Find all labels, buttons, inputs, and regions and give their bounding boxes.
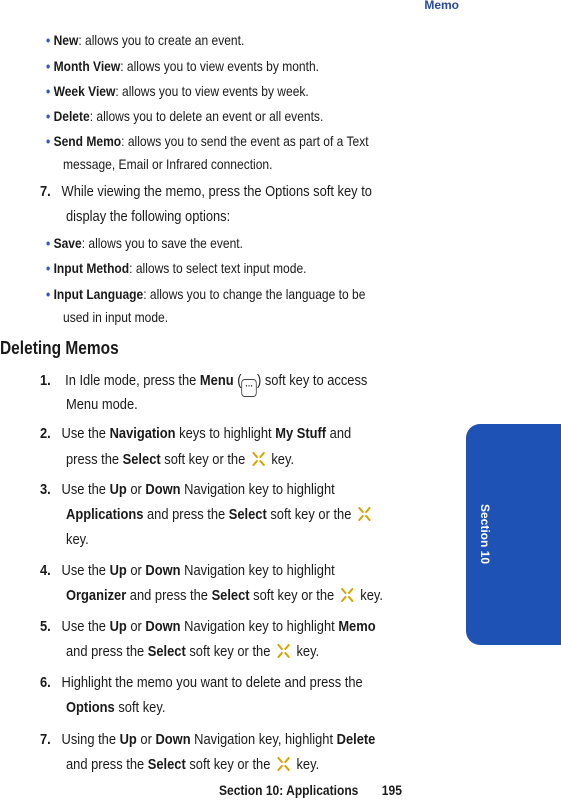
step-keyword: Down bbox=[145, 562, 181, 579]
step-keyword: My Stuff bbox=[275, 425, 327, 442]
step-text: or bbox=[126, 562, 146, 579]
navigation-key-icon bbox=[340, 588, 354, 602]
step-text: and bbox=[326, 425, 352, 442]
step-number: 7. bbox=[40, 731, 51, 748]
menu-key-icon: ··· bbox=[241, 379, 256, 397]
step-keyword: Menu bbox=[199, 372, 234, 389]
step-keyword: Up bbox=[109, 481, 127, 498]
step-text: and press the bbox=[143, 506, 229, 523]
step-line-2 bbox=[66, 506, 374, 523]
section-tab-label: Section 10 bbox=[478, 504, 492, 565]
bullet-icon: • bbox=[46, 58, 51, 74]
step-line-2 bbox=[66, 587, 383, 604]
bullet-term: Send Memo bbox=[53, 133, 122, 149]
step-line-2 bbox=[66, 756, 319, 773]
step-text: key. bbox=[292, 756, 320, 773]
step-line bbox=[40, 372, 367, 397]
bullet-term: New bbox=[53, 32, 79, 48]
step-keyword: Down bbox=[155, 731, 191, 748]
navigation-key-icon bbox=[277, 644, 291, 658]
bullet-icon: • bbox=[46, 286, 51, 302]
footer-section: Section 10: Applications bbox=[219, 782, 359, 798]
navigation-key-icon bbox=[277, 757, 291, 771]
step-text: Use the bbox=[61, 618, 110, 635]
step-number: 2. bbox=[40, 425, 51, 442]
step-text: press the bbox=[66, 451, 123, 468]
step-line bbox=[40, 481, 335, 498]
step-text: keys to highlight bbox=[175, 425, 276, 442]
bullet-term: Save bbox=[53, 235, 82, 251]
bullet-item bbox=[46, 286, 365, 302]
step-text: or bbox=[136, 731, 156, 748]
page-footer bbox=[219, 782, 402, 798]
step-text: soft key or the bbox=[185, 756, 274, 773]
bullet-icon: • bbox=[46, 32, 51, 48]
bullet-text: : allows you to view events by week. bbox=[115, 83, 309, 99]
step-line-2 bbox=[66, 451, 294, 468]
step-line-2 bbox=[66, 699, 165, 716]
step-text: Use the bbox=[61, 425, 110, 442]
step-text: In Idle mode, press the bbox=[61, 372, 200, 389]
step-line bbox=[40, 425, 351, 442]
bullet-term: Month View bbox=[53, 58, 121, 74]
step-text: and press the bbox=[126, 587, 212, 604]
step-keyword: Select bbox=[211, 587, 250, 604]
bullet-item bbox=[46, 108, 323, 124]
step-text: Use the bbox=[61, 481, 110, 498]
step-text: Use the bbox=[61, 562, 110, 579]
bullet-item bbox=[46, 235, 243, 251]
step-text: and press the bbox=[66, 643, 148, 660]
step-keyword: Options bbox=[66, 699, 115, 716]
navigation-key-icon bbox=[251, 452, 265, 466]
step-text: Highlight the memo you want to delete and press the bbox=[61, 674, 363, 691]
step-text: or bbox=[126, 481, 146, 498]
bullet-text: : allows you to delete an event or all events. bbox=[89, 108, 324, 124]
bullet-item bbox=[46, 133, 369, 149]
step-keyword: Up bbox=[109, 562, 127, 579]
bullet-item bbox=[46, 260, 306, 276]
step-keyword: Up bbox=[109, 618, 127, 635]
bullet-continuation: message, Email or Infrared connection. bbox=[63, 156, 273, 172]
step-text: Using the bbox=[61, 731, 120, 748]
step-text: Navigation key, highlight bbox=[190, 731, 337, 748]
step-keyword: Delete bbox=[336, 731, 376, 748]
bullet-icon: • bbox=[46, 108, 51, 124]
bullet-term: Input Method bbox=[53, 260, 130, 276]
step-text: Navigation key to highlight bbox=[180, 618, 339, 635]
bullet-term: Input Language bbox=[53, 286, 144, 302]
step-keyword: Up bbox=[119, 731, 137, 748]
step-keyword: Applications bbox=[66, 506, 144, 523]
step-text: soft key or the bbox=[249, 587, 338, 604]
step-line-2 bbox=[66, 643, 319, 660]
step-number: 3. bbox=[40, 481, 51, 498]
step-number: 4. bbox=[40, 562, 51, 579]
step-text: and press the bbox=[66, 756, 148, 773]
running-header: Memo bbox=[424, 0, 459, 12]
step-number: 6. bbox=[40, 674, 51, 691]
step-text: ) soft key to access bbox=[256, 372, 368, 389]
bullet-icon: • bbox=[46, 260, 51, 276]
step-keyword: Select bbox=[147, 643, 186, 660]
step-line bbox=[40, 183, 372, 200]
step-text: Navigation key to highlight bbox=[180, 481, 335, 498]
step-keyword: Down bbox=[145, 618, 181, 635]
bullet-continuation: used in input mode. bbox=[63, 309, 169, 325]
navigation-key-icon bbox=[358, 507, 372, 521]
step-text: soft key or the bbox=[185, 643, 274, 660]
bullet-term: Delete bbox=[53, 108, 90, 124]
bullet-icon: • bbox=[46, 133, 51, 149]
step-line bbox=[40, 562, 335, 579]
step-keyword: Navigation bbox=[109, 425, 176, 442]
step-text: key. bbox=[292, 643, 320, 660]
step-text: While viewing the memo, press the Options soft key to bbox=[61, 183, 372, 200]
bullet-item bbox=[46, 32, 244, 48]
step-text: or bbox=[126, 618, 146, 635]
step-line bbox=[40, 618, 376, 635]
step-keyword: Select bbox=[147, 756, 186, 773]
bullet-text: : allows you to save the event. bbox=[81, 235, 243, 251]
step-text: key. bbox=[356, 587, 383, 604]
bullet-text: : allows to select text input mode. bbox=[129, 260, 307, 276]
step-keyword: Select bbox=[228, 506, 267, 523]
step-number: 5. bbox=[40, 618, 51, 635]
bullet-term: Week View bbox=[53, 83, 116, 99]
step-text: ( bbox=[233, 372, 242, 389]
bullet-item bbox=[46, 83, 309, 99]
step-keyword: Organizer bbox=[66, 587, 127, 604]
section-heading: Deleting Memos bbox=[0, 338, 119, 358]
step-text: soft key or the bbox=[266, 506, 355, 523]
step-line-3: key. bbox=[66, 531, 89, 548]
step-line-2: display the following options: bbox=[66, 208, 231, 225]
bullet-text: : allows you to create an event. bbox=[78, 32, 245, 48]
bullet-item bbox=[46, 58, 319, 74]
step-text: key. bbox=[267, 451, 295, 468]
bullet-icon: • bbox=[46, 83, 51, 99]
bullet-icon: • bbox=[46, 235, 51, 251]
step-number: 7. bbox=[40, 183, 51, 200]
step-line bbox=[40, 674, 363, 691]
bullet-text: : allows you to change the language to be bbox=[143, 286, 366, 302]
step-number: 1. bbox=[40, 372, 51, 389]
step-keyword: Select bbox=[122, 451, 161, 468]
step-keyword: Down bbox=[145, 481, 181, 498]
bullet-text: : allows you to send the event as part of a Text bbox=[121, 133, 369, 149]
step-line bbox=[40, 731, 375, 748]
bullet-text: : allows you to view events by month. bbox=[120, 58, 319, 74]
step-keyword: Memo bbox=[338, 618, 376, 635]
step-line-2: Menu mode. bbox=[66, 396, 138, 413]
step-text: soft key. bbox=[114, 699, 166, 716]
step-text: soft key or the bbox=[160, 451, 249, 468]
step-text: Navigation key to highlight bbox=[180, 562, 335, 579]
page-number: 195 bbox=[381, 782, 402, 798]
